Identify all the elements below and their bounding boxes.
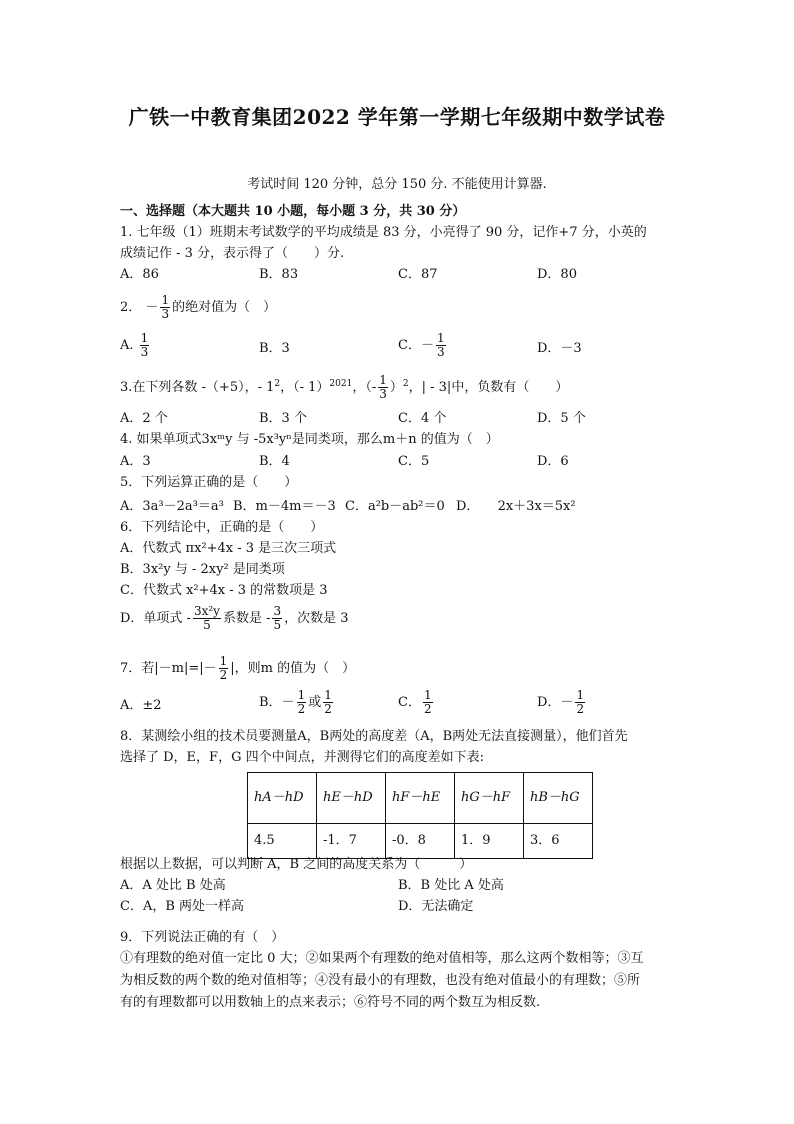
q7-option-b-numerator-2: 1: [324, 688, 332, 702]
q3-part-2: ，（- 1）: [280, 380, 330, 396]
q7-option-b-label: B．－: [259, 695, 295, 711]
q2-option-c-denominator: 3: [436, 345, 445, 360]
height-difference-table: [247, 772, 593, 859]
q2-option-c: [398, 332, 448, 359]
q6-option-c: C．代数式 x²+4x - 3 的常数项是 3: [120, 583, 328, 598]
q2-option-a-numerator: 1: [140, 331, 149, 345]
q7-prefix: 7．若|－m|=|－: [120, 661, 217, 677]
q3-option-d: D．5 个: [537, 411, 586, 426]
q2-option-a-label: A.: [120, 338, 134, 354]
table-cell: -1．7: [317, 824, 386, 859]
q2-suffix: 的绝对值为（ ）: [172, 300, 277, 316]
q7-denominator: 2: [219, 668, 228, 683]
question-3: [120, 374, 568, 401]
q3-exponent-1: 2: [274, 378, 281, 389]
table-header-cell: hA－hD: [248, 773, 317, 824]
q7-option-b-denominator-1: 2: [297, 702, 306, 717]
q3-fraction: [378, 374, 388, 401]
question-1-line-2: 成绩记作 - 3 分，表示得了（ ）分.: [120, 246, 345, 261]
q7-option-b: [259, 689, 335, 716]
q7-option-d-label: D．－: [537, 695, 574, 711]
q3-part-3: ，（-: [352, 380, 377, 396]
q6-option-d-numerator-1: 3x²y: [193, 604, 220, 618]
q7-option-d-numerator: 1: [576, 688, 585, 702]
q3-exponent-2: 2021: [329, 378, 353, 389]
q2-option-a-denominator: 3: [140, 345, 149, 360]
q5-option-d-expression: 2x＋3x＝5x²: [497, 499, 576, 514]
q4-option-d: D．6: [537, 454, 569, 469]
table-header-row: [248, 773, 593, 824]
q6-option-b: B．3x²y 与 - 2xy² 是同类项: [120, 562, 285, 577]
q4-option-c: C．5: [398, 454, 430, 469]
q4-option-a: A．3: [120, 454, 151, 469]
q5-option-b: B．m－4m＝－3: [233, 499, 336, 514]
question-8-line-1: 8．某测绘小组的技术员要测量A，B两处的高度差（A，B两处无法直接测量），他们首先: [120, 729, 628, 744]
question-2: [120, 294, 276, 321]
q7-option-b-numerator-1: 1: [297, 688, 306, 702]
q7-option-b-denominator-2: 2: [324, 702, 332, 717]
q5-option-c: C．a²b－ab²＝0: [345, 499, 445, 514]
table-header-cell: hE－hD: [317, 773, 386, 824]
q3-option-c: C．4 个: [398, 411, 447, 426]
q3-part-4: ）: [389, 380, 403, 396]
q2-option-c-label: C．－: [398, 338, 434, 354]
q6-option-d-middle: 系数是 -: [222, 611, 271, 627]
table-header-cell: hB－hG: [524, 773, 593, 824]
question-1-line-1: 1. 七年级（1）班期末考试数学的平均成绩是 83 分，小亮得了 90 分，记作+7 分，小英的: [120, 225, 647, 240]
q2-option-a: [120, 332, 151, 359]
question-4: 4. 如果单项式3xᵐy 与 -5x³yⁿ是同类项，那么m＋n 的值为（ ）: [120, 432, 499, 447]
q7-fraction: [219, 655, 229, 682]
exam-instructions: 考试时间 120 分钟，总分 150 分. 不能使用计算器.: [247, 177, 547, 192]
q2-option-b: B．3: [259, 341, 290, 356]
q1-option-a: A．86: [120, 267, 159, 282]
q7-option-c-label: C．: [398, 695, 421, 711]
q7-option-c-numerator: 1: [423, 688, 432, 702]
q7-suffix: |，则m 的值为（ ）: [230, 661, 356, 677]
q3-part-1: 3.在下列各数 -（+5），- 1: [120, 380, 275, 396]
table-cell: 1．9: [455, 824, 524, 859]
page-title: 广铁一中教育集团2022 学年第一学期七年级期中数学试卷: [128, 105, 666, 129]
question-6: 6．下列结论中，正确的是（ ）: [120, 520, 324, 535]
q6-option-d-fraction-2: [272, 605, 282, 632]
q7-option-d-denominator: 2: [576, 702, 585, 717]
q8-option-b: B．B 处比 A 处高: [398, 878, 504, 893]
q5-option-d: [456, 498, 576, 516]
table-row: [248, 824, 593, 859]
q1-option-d: D．80: [537, 267, 577, 282]
q6-option-d-denominator-2: 5: [273, 618, 282, 633]
q3-numerator: 1: [379, 373, 387, 387]
table-header-cell: hF－hE: [386, 773, 455, 824]
q2-numerator: 1: [161, 293, 170, 307]
q7-option-b-or: 或: [308, 695, 322, 711]
q6-option-d-fraction-1: [193, 605, 221, 632]
q5-option-d-label: D．: [456, 499, 480, 514]
q3-exponent-3: 2: [402, 378, 409, 389]
q4-option-b: B．4: [259, 454, 290, 469]
q6-option-a: A．代数式 πx²+4x - 3 是三次三项式: [120, 541, 337, 556]
q8-option-d: D．无法确定: [398, 899, 474, 914]
q5-option-a: A．3a³－2a³＝a³: [120, 499, 224, 514]
question-8-line-2: 选择了 D，E，F，G 四个中间点，并测得它们的高度差如下表:: [120, 750, 484, 765]
q2-denominator: 3: [161, 307, 170, 322]
question-5: 5．下列运算正确的是（ ）: [120, 475, 298, 490]
q2-option-d: D．－3: [537, 341, 582, 356]
question-7: [120, 655, 355, 682]
question-8-line-3: 根据以上数据，可以判断 A，B 之间的高度关系为（ ）: [120, 857, 473, 872]
q6-option-d: [120, 605, 349, 632]
q3-option-b: B．3 个: [259, 411, 307, 426]
q7-option-c: [398, 689, 435, 716]
q6-option-d-prefix: D．单项式 -: [120, 611, 191, 627]
q9-statement-line-1: ①有理数的绝对值一定比 0 大；②如果两个有理数的绝对值相等，那么这两个数相等；③互: [120, 951, 644, 966]
q2-sign: －: [145, 300, 159, 316]
table-header-cell: hG－hF: [455, 773, 524, 824]
q7-option-c-denominator: 2: [423, 702, 432, 717]
q3-denominator: 3: [379, 387, 387, 402]
q3-part-5: ，| - 3|中，负数有（ ）: [408, 380, 569, 396]
q7-option-c-fraction: [423, 689, 433, 716]
q7-option-a: A．±2: [120, 698, 162, 713]
q2-prefix: 2．: [120, 300, 142, 316]
q2-fraction: [160, 294, 170, 321]
question-9: 9．下列说法正确的有（ ）: [120, 930, 285, 945]
q9-statement-line-2: 为相反数的两个数的绝对值相等；④没有最小的有理数，也没有绝对值最小的有理数；⑤所: [120, 973, 641, 988]
q6-option-d-denominator-1: 5: [203, 618, 211, 633]
q6-option-d-suffix: ，次数是 3: [284, 611, 349, 627]
q9-statement-line-3: 有的有理数都可以用数轴上的点来表示；⑥符号不同的两个数互为相反数.: [120, 995, 541, 1010]
q8-option-c: C．A，B 两处一样高: [120, 899, 245, 914]
table-cell: -0．8: [386, 824, 455, 859]
q7-option-b-fraction-1: [297, 689, 307, 716]
q6-option-d-numerator-2: 3: [273, 604, 282, 618]
q1-option-b: B．83: [259, 267, 299, 282]
table-cell: 3．6: [524, 824, 593, 859]
q7-option-d: [537, 689, 587, 716]
q2-option-c-numerator: 1: [436, 331, 445, 345]
q3-option-a: A．2 个: [120, 411, 168, 426]
table-cell: 4.5: [248, 824, 317, 859]
q1-option-c: C．87: [398, 267, 438, 282]
q2-option-a-fraction: [140, 332, 150, 359]
q7-numerator: 1: [219, 654, 228, 668]
section-heading: 一、选择题（本大题共 10 小题，每小题 3 分，共 30 分）: [120, 204, 466, 219]
q8-option-a: A．A 处比 B 处高: [120, 878, 226, 893]
q7-option-b-fraction-2: [323, 689, 333, 716]
q7-option-d-fraction: [575, 689, 585, 716]
q2-option-c-fraction: [436, 332, 446, 359]
